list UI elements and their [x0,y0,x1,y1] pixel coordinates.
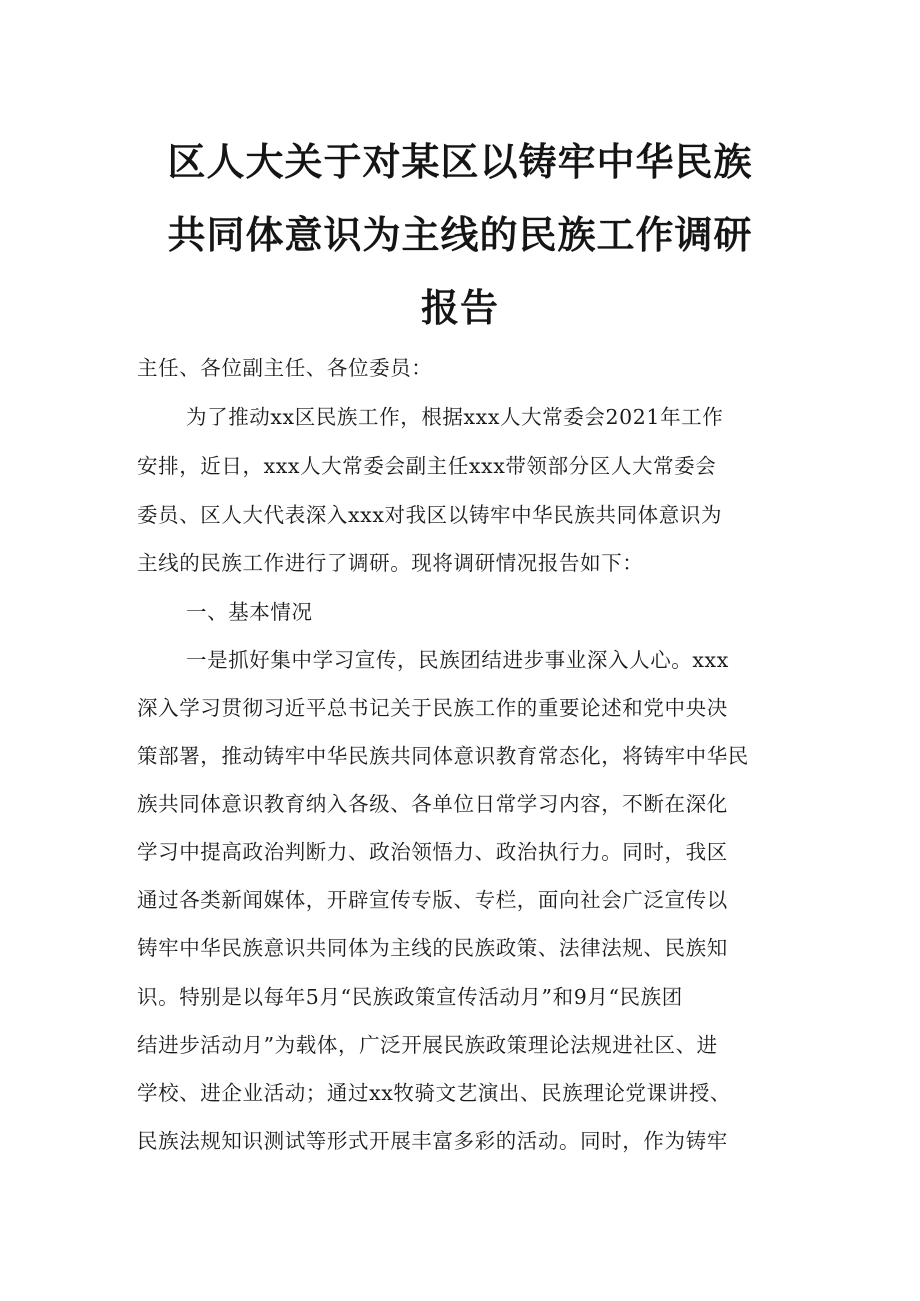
document-title-line-3: 报告 [420,286,499,330]
body-line: 一是抓好集中学习宣传，民族团结进步事业深入人心。xxx [186,648,729,672]
body-line: 结进步活动月”为载体，广泛开展民族政策理论法规进社区、进 [137,1033,718,1057]
section-heading: 一、基本情况 [186,600,313,624]
body-line: 安排，近日，xxx人大常委会副主任xxx带领部分区人大常委会 [137,454,717,478]
document-title-line-2: 共同体意识为主线的民族工作调研 [167,213,753,257]
body-line: 族共同体意识教育纳入各级、各单位日常学习内容，不断在深化 [137,792,728,816]
body-line: 委员、区人大代表深入xxx对我区以铸牢中华民族共同体意识为 [137,503,723,527]
body-line: 学校、进企业活动；通过xx牧骑文艺演出、民族理论党课讲授、 [137,1081,732,1105]
body-line: 识。特别是以每年5月“民族政策宣传活动月”和9月“民族团 [137,985,683,1009]
body-line: 民族法规知识测试等形式开展丰富多彩的活动。同时，作为铸牢 [137,1129,728,1153]
document-title-line-1: 区人大关于对某区以铸牢中华民族 [167,140,753,184]
salutation: 主任、各位副主任、各位委员： [137,356,433,380]
body-line: 学习中提高政治判断力、政治领悟力、政治执行力。同时，我区 [137,840,728,864]
body-line: 为了推动xx区民族工作，根据xxx人大常委会2021年工作 [186,405,724,429]
body-line: 策部署，推动铸牢中华民族共同体意识教育常态化，将铸牢中华民 [137,744,749,768]
body-line: 通过各类新闻媒体，开辟宣传专版、专栏，面向社会广泛宣传以 [137,888,728,912]
body-line: 铸牢中华民族意识共同体为主线的民族政策、法律法规、民族知 [137,936,728,960]
body-line: 深入学习贯彻习近平总书记关于民族工作的重要论述和党中央决 [137,696,728,720]
body-line: 主线的民族工作进行了调研。现将调研情况报告如下： [137,551,644,575]
